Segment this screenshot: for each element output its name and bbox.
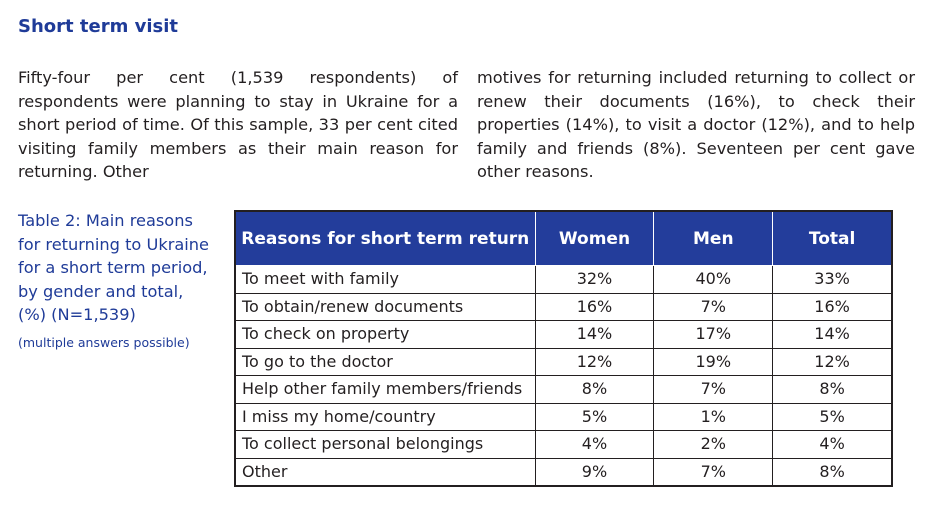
table-row <box>235 321 892 349</box>
row-men: 19% <box>654 348 773 376</box>
row-men: 2% <box>654 431 773 459</box>
table-row <box>235 266 892 294</box>
row-total: 5% <box>773 403 892 431</box>
table-row <box>235 376 892 404</box>
header-reason: Reasons for short term return <box>235 211 535 266</box>
row-total: 16% <box>773 293 892 321</box>
row-men: 40% <box>654 266 773 294</box>
header-women: Women <box>535 211 654 266</box>
section-heading: Short term visit <box>18 16 178 37</box>
row-women: 14% <box>535 321 654 349</box>
table-row <box>235 293 892 321</box>
row-women: 8% <box>535 376 654 404</box>
row-reason: To obtain/renew documents <box>235 293 535 321</box>
header-men: Men <box>654 211 773 266</box>
row-reason: To meet with family <box>235 266 535 294</box>
row-women: 9% <box>535 458 654 486</box>
row-reason: Help other family members/friends <box>235 376 535 404</box>
reasons-table <box>234 210 893 487</box>
table-caption: Table 2: Main reasons for returning to Ukraine for a short term period, by gender and total, (%) (N=1,539) <box>18 211 209 324</box>
table-row <box>235 431 892 459</box>
row-men: 7% <box>654 458 773 486</box>
table-note: (multiple answers possible) <box>18 335 190 350</box>
row-reason: Other <box>235 458 535 486</box>
row-total: 33% <box>773 266 892 294</box>
row-reason: To collect personal belongings <box>235 431 535 459</box>
table-header-row <box>235 211 892 266</box>
row-men: 17% <box>654 321 773 349</box>
row-men: 7% <box>654 293 773 321</box>
table-row <box>235 458 892 486</box>
row-women: 16% <box>535 293 654 321</box>
row-men: 7% <box>654 376 773 404</box>
table-row <box>235 403 892 431</box>
paragraph-right: motives for returning included returning to collect or renew their documents (16%), to check their properties (14%), to visit a doctor (12%), and to help family and friends (8%). Seventeen per cent gave other reasons. <box>477 68 915 181</box>
header-total: Total <box>773 211 892 266</box>
row-men: 1% <box>654 403 773 431</box>
row-reason: To go to the doctor <box>235 348 535 376</box>
row-total: 14% <box>773 321 892 349</box>
row-total: 12% <box>773 348 892 376</box>
row-total: 4% <box>773 431 892 459</box>
row-total: 8% <box>773 376 892 404</box>
row-women: 5% <box>535 403 654 431</box>
table-row <box>235 348 892 376</box>
row-reason: I miss my home/country <box>235 403 535 431</box>
row-women: 12% <box>535 348 654 376</box>
row-reason: To check on property <box>235 321 535 349</box>
row-women: 32% <box>535 266 654 294</box>
row-women: 4% <box>535 431 654 459</box>
paragraph-left: Fifty-four per cent (1,539 respondents) of respondents were planning to stay in Ukraine for a short period of time. Of this sample, 33 per cent cited visiting family members as their main reason for returning. Other <box>18 68 458 181</box>
row-total: 8% <box>773 458 892 486</box>
